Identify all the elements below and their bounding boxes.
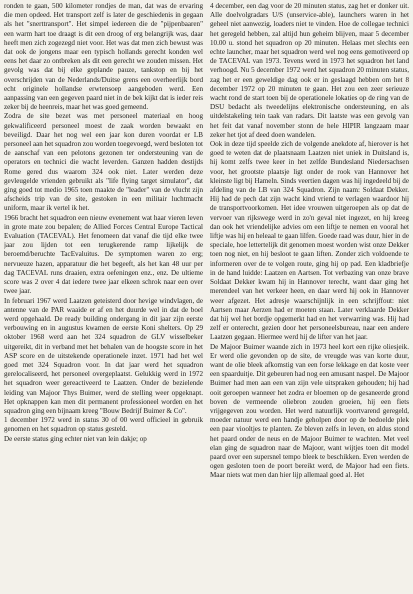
right-text-column [210,2,409,594]
paragraph: In februari 1967 werd Laatzen geteisterd door hevige windvlagen, de antenne van de PAR waaide er af en het duurde wel in dat de boel werd opgehaald. De ready building ondergang in dit jaar zijn eerste verbouwing en in augustus kwamen de eerste Koni shelters. Op 29 oktober 1968 werd aan het 324 squadron de GLV wisselbeker uitgereikt, dit in verband met het behalen van de hoogste score in het ASP score en de uitstekende operationele inzet. 1971 had het wel goed met 324 Squadron voor. In dat jaar werd het squadron gerelocaliseerd, het personeel overgeplaatst. Gelukkig werd in 1972 het squadron weer gereactiveerd te Laatzen. Onder de bezielende leiding van Majoor Thys Buimer, werd de stelling weer opgeknapt. Het opknappen kan men dit permanent professioneel worden en het squadron ging een bijnaam kreeg "Bouw Bedrijf Buimer & Co". [4,296,203,415]
paragraph: Zodra de site bezet was met personeel materiaal en hoog gekwalificeerd personeel moest de zaak worden bewaakt en beveiligd. Daar het nog wel een jaar kon duren voordat er LB personeel aan het squadron zou worden toegevoegd, werd besloten tot de aanschaf van een pelotons gezonen ter ondersteuning van de operators en technici die wacht leverden. Ganzen hadden destijds Rome gered dus waarom 324 ook niet. Later werden deze gevleugelde vrienden gebruikt als "life flying target simulator", dat ging goed tot medio 1965 toen maakte de "leader" van de vlucht zijn afscheids trip van de site, gestoken in een militair luchtmacht uniform, maar ik vertel ik het. [4,112,203,213]
paragraph: 4 december, een dag voor de 20 minuten status, zag het er donker uit. Alle doelvolgradars U/S (unservice-able), launchers waren in het geheel niet aanwezig, loaders niet te vinden. Hoe de collegae technici het geregeld hebben, zal altijd hun geheim blijven, maar 5 december 10.00 u. stond het squadron op 20 minuten. Helaas met slechts een echte launcher, maar het squadron werd wel nog eens gemotiveerd op de TACEVAL van 1973. Tevens werd in 1973 het squadron het land verhoogd. Nu 5 december 1972 werd het squadron 20 minuten status, zag het er een geweldige dag ook er in geslaagd hebben om het 8 december 1972 op 20 minuten te gaan. Het zou een zeer serieuze wacht rond de start toen bij de operationele lokaties op de ring van de DSU bedacht als tweedelijns elektronische ondersteuning, en als uitdelstakeling tein taak van radars. Dit laatste was een gevolg van het feit dat vanaf november stonn de hele HIPIR langzaam maar zeker het tjot af deed doen wandelen. [210,2,409,139]
paragraph: De Majoor Buimer waande zich in 1973 heel kort een rijke oliesjeik. Er werd olie gevonden op de site, de vreugde was van korte duur, want de olie bleek afkomstig van een forse lekkage en dat koste veer een spaarduitje. Dit gebeuren had nog een amusant naspel. De Majoor Buimer had men aan een van zijn vele uitspraken gehouden; hij had ooit geroepen wanneer het zodra er bloemen op de gesaneerde grond boven de vermeende oliebron zouden groeien, hij een fiets vrijgegeven zou worden. Het werd natuurlijk voortvarend geregeld, moeder natuur werd een handje geholpen door op de bedoelde plek een paar viooltjes te planten. Ze bleven zelfs in leven, en aldus stond het paard onder de neus en de Majoor Buimer te wachten. Met veel elan ging de squadron naar de Majoor, want wijtjes toen dit model paard over een supersnel tempo bleek te beschikken. Even werden de ogen gesloten toen de poort bereikt werd, de Majoor had een fiets. Maar niets wat men dan hier lijp allemaal goed al. Het [210,342,409,480]
paragraph: ronden te gaan, 500 kilometer rondjes de man, dat was de ervaring die men opdeed. Het transport zelf is later de geschiedenis in gegaan als het "snerttransport". Het simpel iedereen die de "pijpenbaaren" een warm hart toe draagt is dit een droog of erg belangrijk was, daar heeft men zich zogezegd niet voor. Het was dat men zich bewust was dat ook de jongens maar een typisch hollands gerecht konden wel eens het daar zo ontbreken als dit een gerecht we zouden missen. Het gevolg was dat bij elke geplande pauze, tankstop en bij het overschrijden van de Nederlands/Duitse grens een overheerlijk bord echt originele hollandse erwtensoep aangeboden werd. Een aanpassing van een gegeven paard niet in de bek kijkt dat is ieder reis zeker bij de heenreis, maar het was goed gemeend. [4,2,203,112]
paragraph: De eerste status ging echter niet van lein dakje; op [4,434,147,443]
paragraph: 1966 bracht het squadron een nieuw evenement wat haar vieren leven in grote mate zou bepalen; de Allied Forces Central Europe Tactical Evaluation (TACEVAL). Het fenomeen dat vanaf die tijd elke twee jaar zou lijden tot een terugkerende ramp lijkelijk de beroemd/beruchte TacEvaluitus. De symptomen waren zo erg; nervueuze hazen, apparatuur die het begeeft, als het kan 48 uur per dag TACEVAL runs draaien, extra oefeningen enz., enz. De ultieme score was 2 over 4 dat iedere twee jaar elkeen schrok naar een over twee jaar. [4,213,203,296]
paragraph: Ook in deze tijd speelde zich de volgende anekdote af, hierover is het goed te weten dat de plaatsnaam Laatzen niet uniek in Duitsland is, hij komt zelfs twee keer in het zelfde Bundesland Niedersachsen voor, het grootste plaatsje ligt onder de rook van Hannover het kleinste ligt bij Hameln. Sinds veertien dagen was hij ingedeeld bij de afdeling van de LB van 324 Squadron. Zijn naam: Soldaat Dekker. Hij had de pech dat zijn wacht kind vriend te verlagen waardoor hij de transportvoorkomen. Het idee vrouwen uitgeroepen als op dat de vervoer van rijkswege werd in zo'n geval niet ingezet, en hij kreeg dan ook het vriendelijke advies om een liftje te nemen en vooral het liftje was hij en heleaal te gaan lilfen. Goede raad was duur, hier in de speciale, hoe lettertelijk dit genomen moest worden wist onze Dekker toen nog niet, en hij besloot te gaan liften. Zonder zich voldoende te informeren over de te volgen route, ging hij op pad. Een kladbriefje in de hand luidde: Laatzen en Aartsen. Tot verbazing van onze brave Soldaat Dekker kwam hij in Hannover terecht, want daar ging het merendeel van het verkeer heen, en daar werd hij ook in Hannover weer afgezet. Het adresje waarschijnlijk in een schrijffout: niet Aartsen maar Aerzen had er moeten staan. Later verklaarde Dekker dat hij wel het bordje opgemerkt had en het verwarring was. Hij had zelf er onterecht, gezien door het personeelsbureau, naar een andere Laatzen gegaan. Hiermee werd hij de lifter van het jaar. [210,140,409,342]
left-text-column [4,2,203,594]
paragraph: 1 december 1972 werd in status 30 of 00 werd officieel in gebruik genomen en het squadron op status gesteld. [4,416,203,434]
